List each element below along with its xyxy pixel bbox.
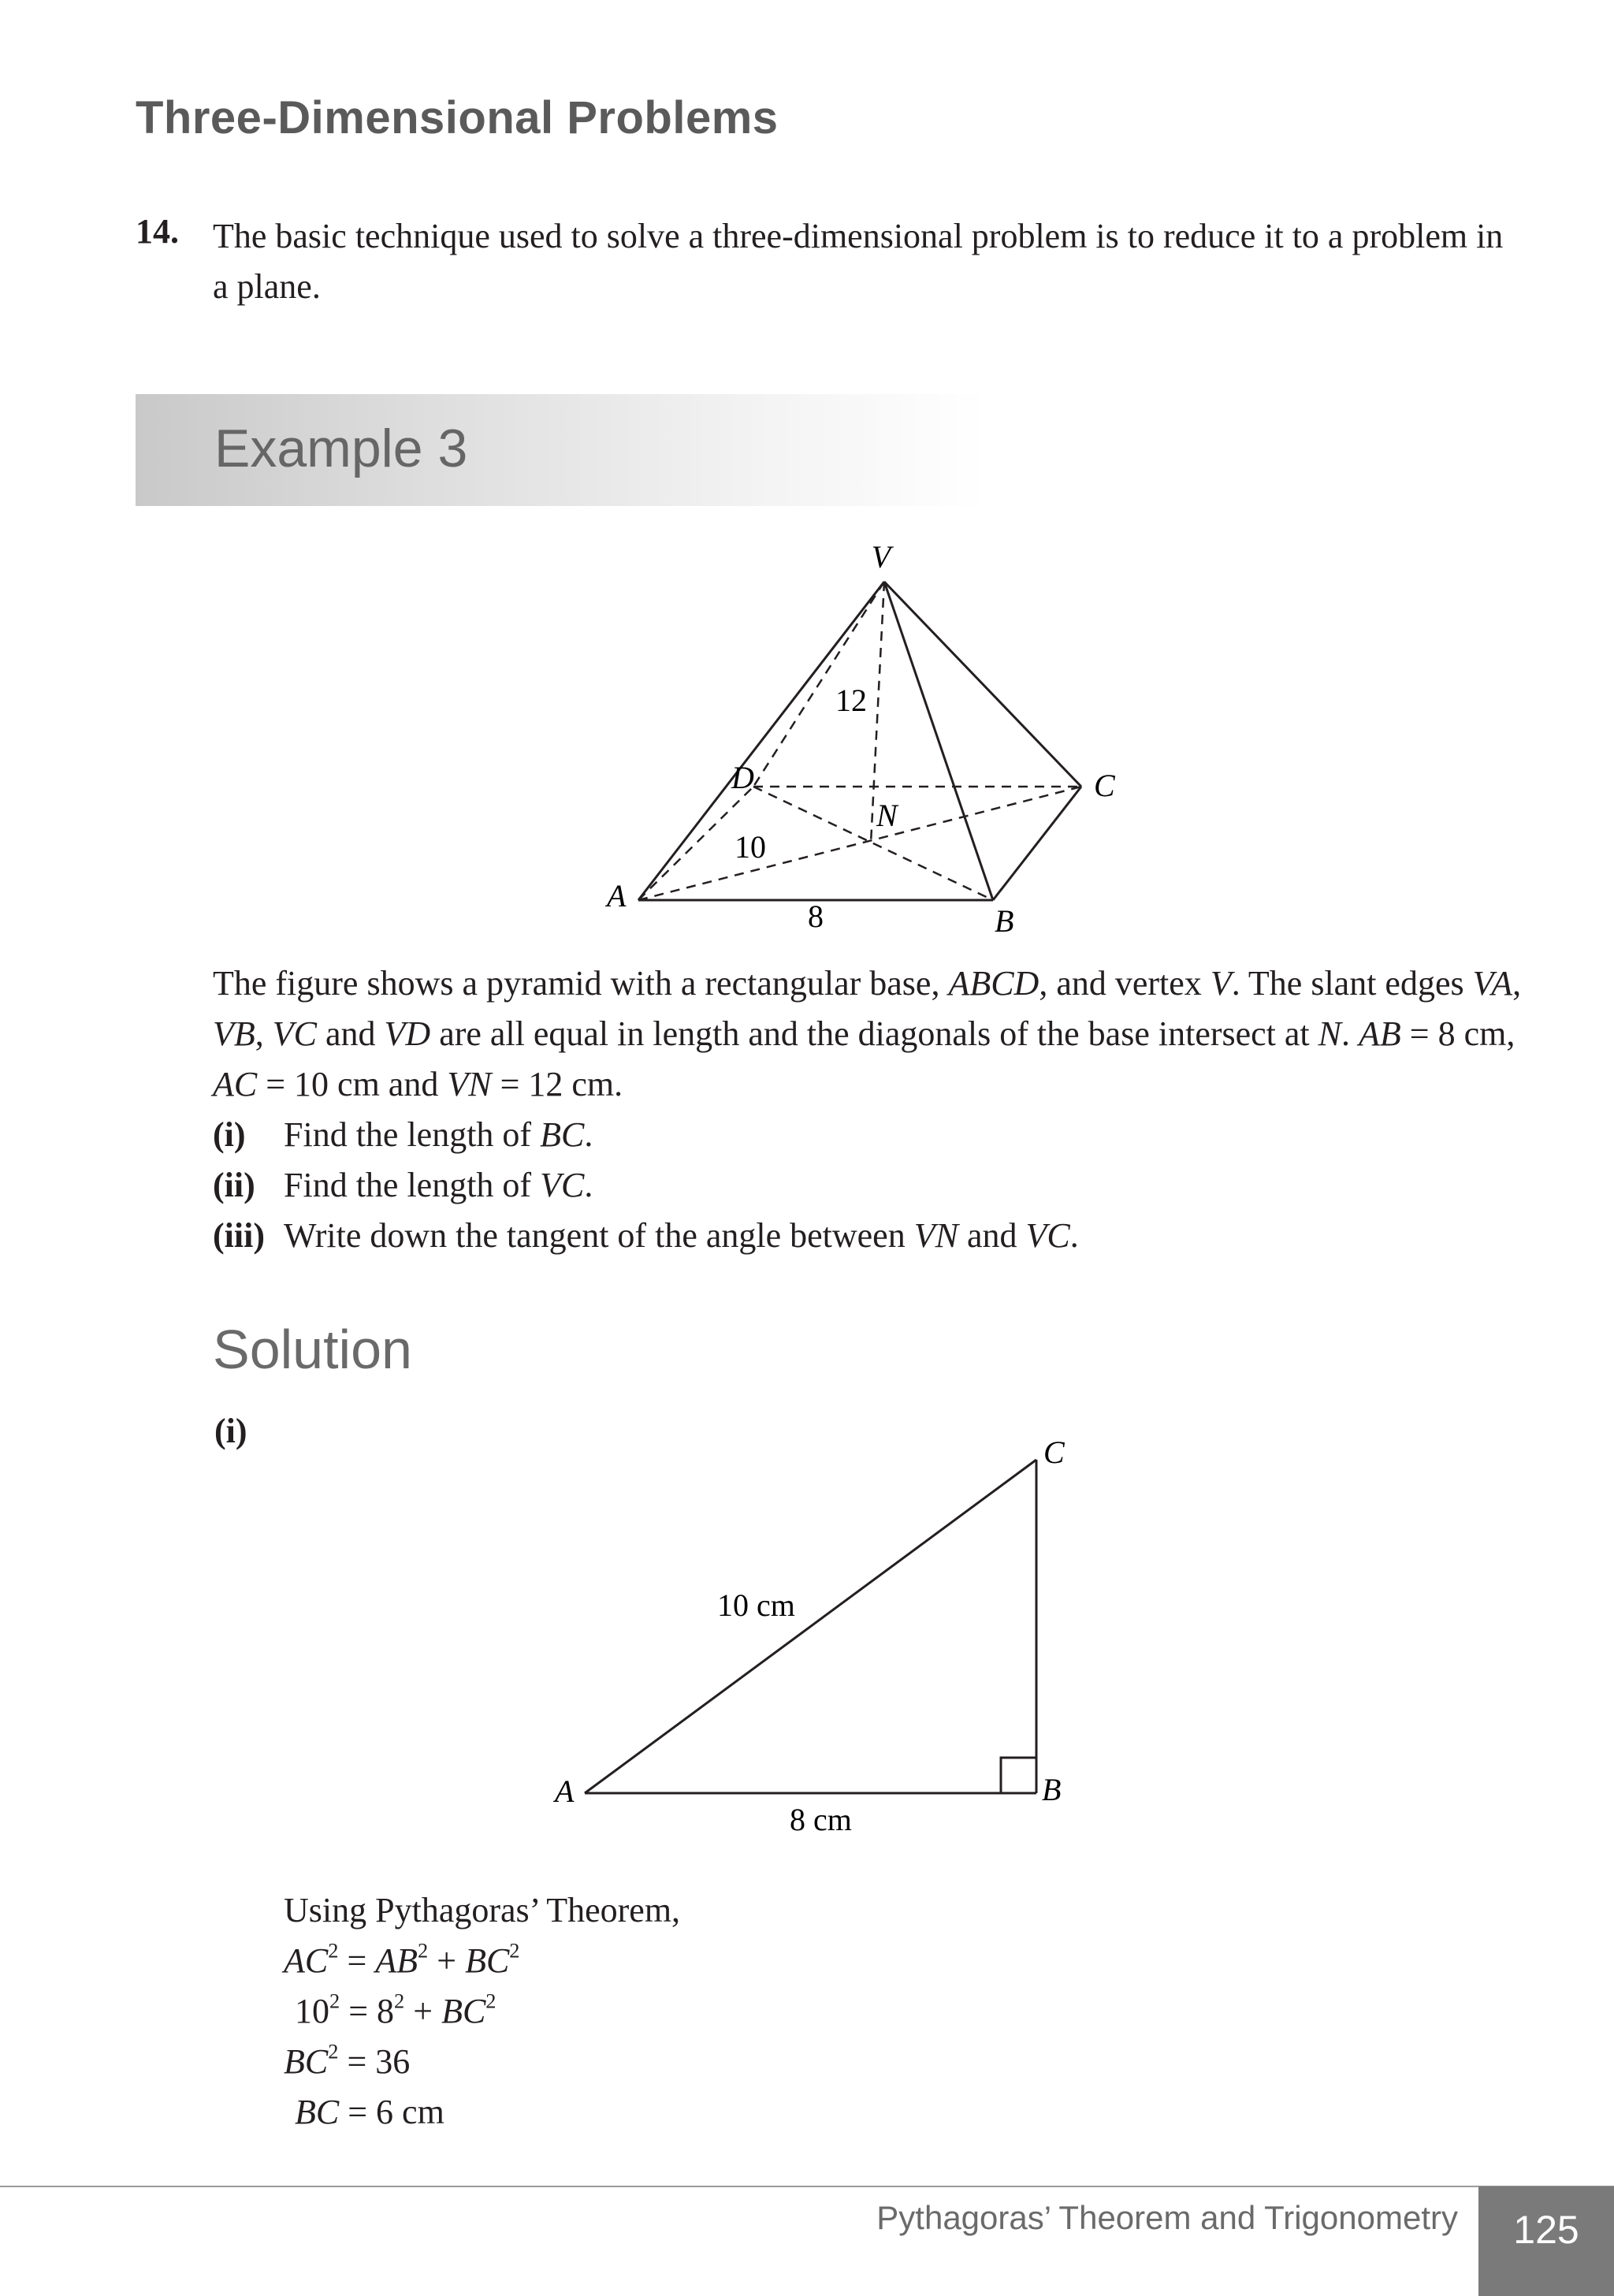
label-b: B xyxy=(1042,1772,1062,1807)
working-intro: Using Pythagoras’ Theorem, xyxy=(284,1891,681,1929)
point-text: The basic technique used to solve a three-dimensional problem is to reduce it to a problem in a plane. xyxy=(213,217,1504,306)
working-line-4: BC = 6 cm xyxy=(295,2093,444,2131)
pyramid-figure xyxy=(599,544,1151,938)
measure-height: 12 xyxy=(835,683,867,718)
edge-bc xyxy=(993,787,1081,900)
measure-base: 8 xyxy=(808,899,824,934)
edge-vc xyxy=(884,582,1081,787)
question-ii: (ii) Find the length of VC. xyxy=(213,1166,593,1204)
label-c: C xyxy=(1043,1435,1065,1470)
measure-diagonal: 10 xyxy=(734,829,766,865)
label-v: V xyxy=(871,544,891,575)
solution-working xyxy=(284,1885,680,2138)
label-b: B xyxy=(995,903,1014,938)
section-title: Three-Dimensional Problems xyxy=(136,92,779,143)
label-a: A xyxy=(555,1773,575,1809)
working-line-1: $AC^2 = AB^2 + BC^2$ xyxy=(284,1938,520,1980)
diagonal-ac xyxy=(638,787,1081,900)
label-a: A xyxy=(607,878,627,914)
problem-statement xyxy=(213,958,1537,1261)
example-title: Example 3 xyxy=(214,419,468,478)
page-number: 125 xyxy=(1478,2186,1614,2296)
question-iii: (iii) Write down the tangent of the angle between VN and VC. xyxy=(213,1216,1079,1255)
edge-vb xyxy=(884,582,993,900)
label-c: C xyxy=(1094,768,1115,803)
base-length: 8 cm xyxy=(790,1802,852,1837)
point-number: 14. xyxy=(136,212,179,251)
right-angle-mark xyxy=(1001,1758,1036,1793)
solution-title: Solution xyxy=(213,1319,412,1380)
triangle-figure xyxy=(544,1435,1095,1860)
question-i: (i) Find the length of BC. xyxy=(213,1115,593,1154)
problem-intro: The figure shows a pyramid with a rectangular base, ABCD, and vertex V. The slant edges VA, VB, VC and VD are all equal in length and the diagonals of the base intersect at N. AB = 8 cm, AC = 10 cm and VN = 12 cm. xyxy=(213,964,1522,1103)
hypotenuse-length: 10 cm xyxy=(717,1587,795,1623)
footer-rule xyxy=(0,2186,1614,2187)
solution-part-label: (i) xyxy=(214,1412,247,1450)
label-n: N xyxy=(876,798,898,833)
side-ac xyxy=(585,1460,1036,1793)
footer-chapter-title: Pythagoras’ Theorem and Trigonometry xyxy=(876,2199,1458,2236)
label-d: D xyxy=(731,760,754,795)
working-line-3: $BC^2 = 36$ xyxy=(284,2039,411,2081)
working-line-2: $10^2 = 8^2 + BC^2$ xyxy=(295,1989,496,2030)
